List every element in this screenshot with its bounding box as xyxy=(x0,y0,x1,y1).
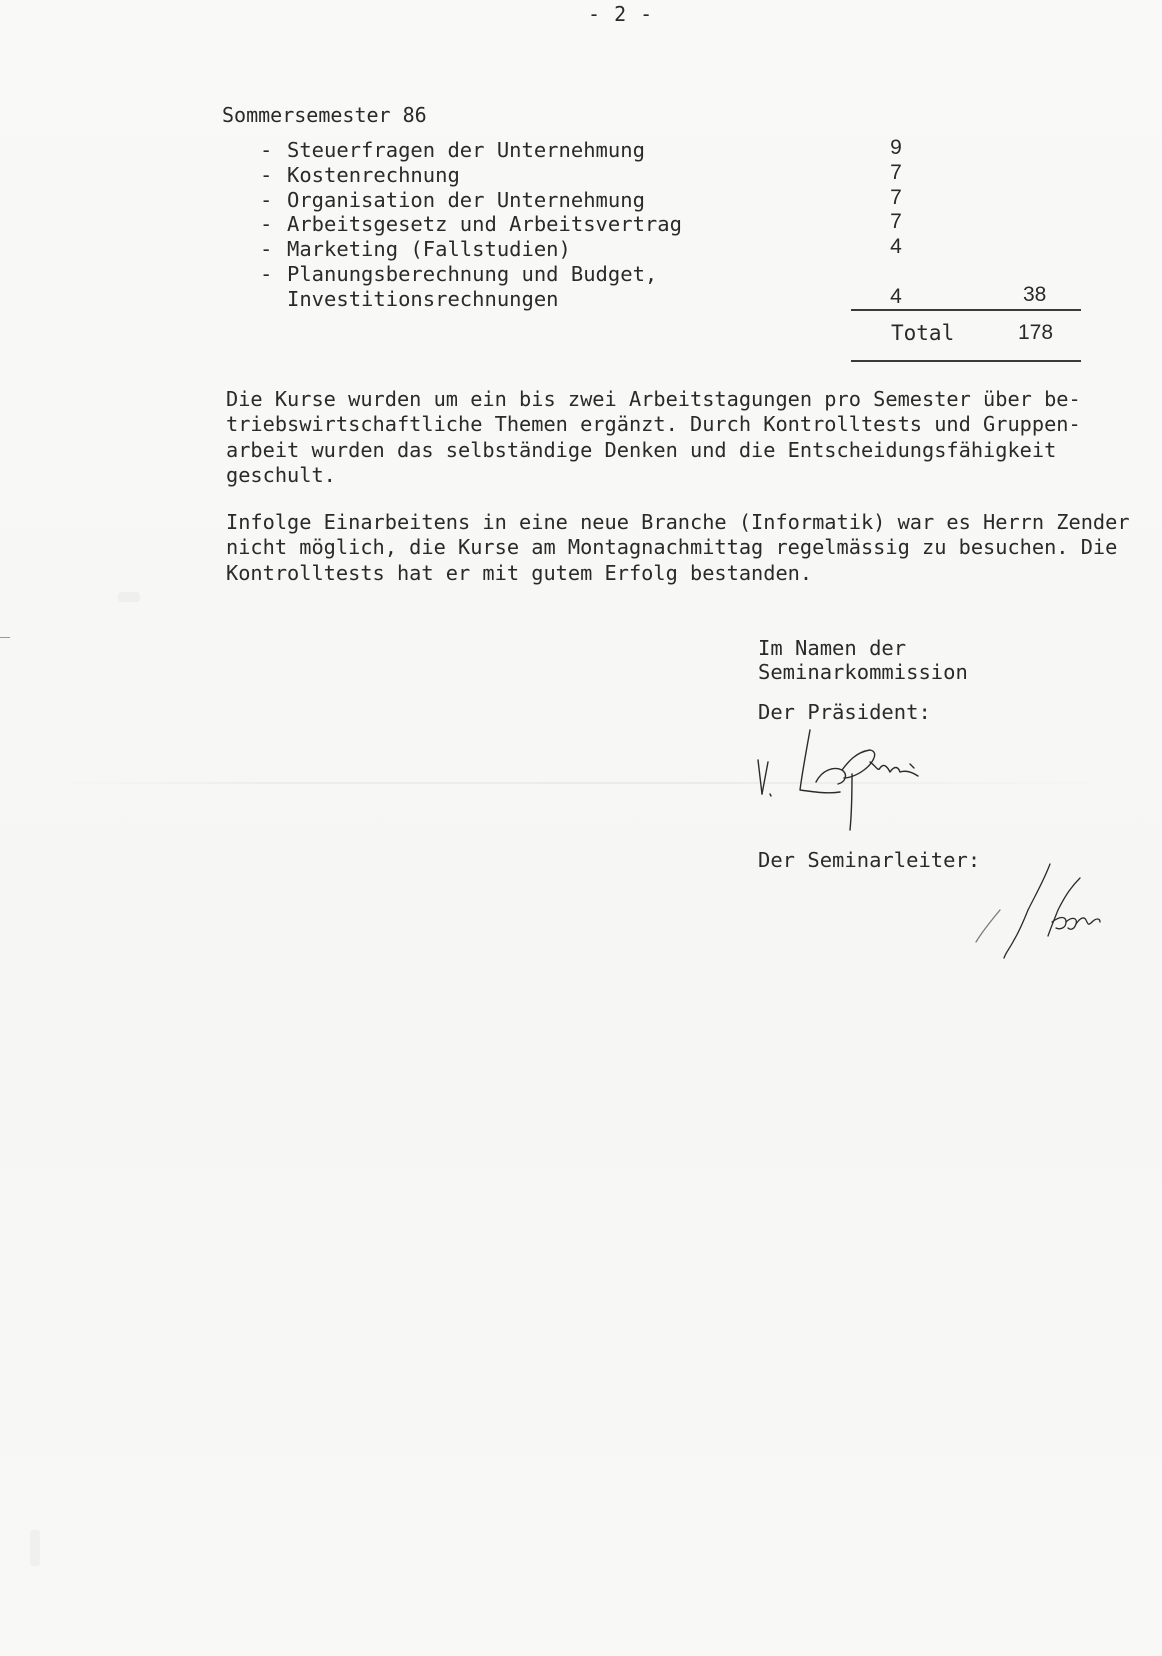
list-item xyxy=(260,138,682,163)
course-label: Organisation der Unternehmung xyxy=(287,187,645,212)
course-label: Kostenrechnung xyxy=(287,162,460,187)
course-hours: 4 xyxy=(890,284,902,308)
list-marker: - xyxy=(260,261,273,286)
course-label: Arbeitsgesetz und Arbeitsvertrag xyxy=(287,212,682,237)
course-list xyxy=(260,138,682,312)
paragraph-line: Infolge Einarbeitens in eine neue Branche (Informatik) war es Herrn Zender xyxy=(226,510,1130,534)
list-marker: - xyxy=(260,212,273,237)
list-item-continuation xyxy=(260,287,682,312)
list-item xyxy=(260,237,682,262)
paper-smudge xyxy=(118,592,140,602)
signoff-line: Seminarkommission xyxy=(758,660,968,684)
hours-column xyxy=(886,136,906,310)
paragraph-courses-supplement xyxy=(226,387,1081,488)
punch-mark xyxy=(0,637,10,638)
course-label: Steuerfragen der Unternehmung xyxy=(287,138,645,162)
course-label: Investitionsrechnungen xyxy=(287,286,559,311)
leader-signature xyxy=(970,860,1150,970)
paragraph-line: nicht möglich, die Kurse am Montagnachmittag regelmässig zu besuchen. Die xyxy=(226,535,1118,560)
signoff-line: Im Namen der xyxy=(758,636,907,660)
list-item xyxy=(260,163,682,188)
course-hours: 4 xyxy=(890,235,902,259)
course-hours: 7 xyxy=(890,160,902,184)
course-label: Marketing (Fallstudien) xyxy=(287,237,571,262)
paragraph-attendance xyxy=(226,510,1130,586)
paragraph-line: triebswirtschaftliche Themen ergänzt. Durch Kontrolltests und Gruppen- xyxy=(226,412,1081,437)
paragraph-line: geschult. xyxy=(226,462,336,487)
semester-subtotal: 38 xyxy=(1023,283,1047,306)
president-signature xyxy=(748,722,998,842)
list-marker: - xyxy=(260,187,273,212)
course-label: Planungsberechnung und Budget, xyxy=(287,261,658,286)
total-value: 178 xyxy=(1018,321,1054,344)
list-marker: - xyxy=(260,237,273,262)
course-hours: 7 xyxy=(890,185,902,209)
list-marker: - xyxy=(260,162,273,187)
leader-label: Der Seminarleiter: xyxy=(758,848,981,872)
total-rule xyxy=(851,360,1081,362)
list-item xyxy=(260,188,682,213)
paragraph-line: arbeit wurden das selbständige Denken und die Entscheidungsfähigkeit xyxy=(226,437,1057,462)
semester-heading: Sommersemester 86 xyxy=(222,103,427,127)
paper-smudge xyxy=(30,1530,40,1566)
list-marker: - xyxy=(260,138,273,162)
list-item xyxy=(260,262,682,287)
course-hours: 7 xyxy=(890,210,902,234)
paragraph-line: Kontrolltests hat er mit gutem Erfolg bestanden. xyxy=(226,560,813,585)
paragraph-line: Die Kurse wurden um ein bis zwei Arbeitstagungen pro Semester über be- xyxy=(226,387,1081,411)
president-label: Der Präsident: xyxy=(758,700,931,724)
signoff-committee xyxy=(758,636,968,684)
list-item xyxy=(260,212,682,237)
page-number: - 2 - xyxy=(588,2,654,26)
course-hours: 9 xyxy=(890,136,902,159)
subtotal-rule xyxy=(851,309,1081,311)
total-label: Total xyxy=(891,321,955,345)
